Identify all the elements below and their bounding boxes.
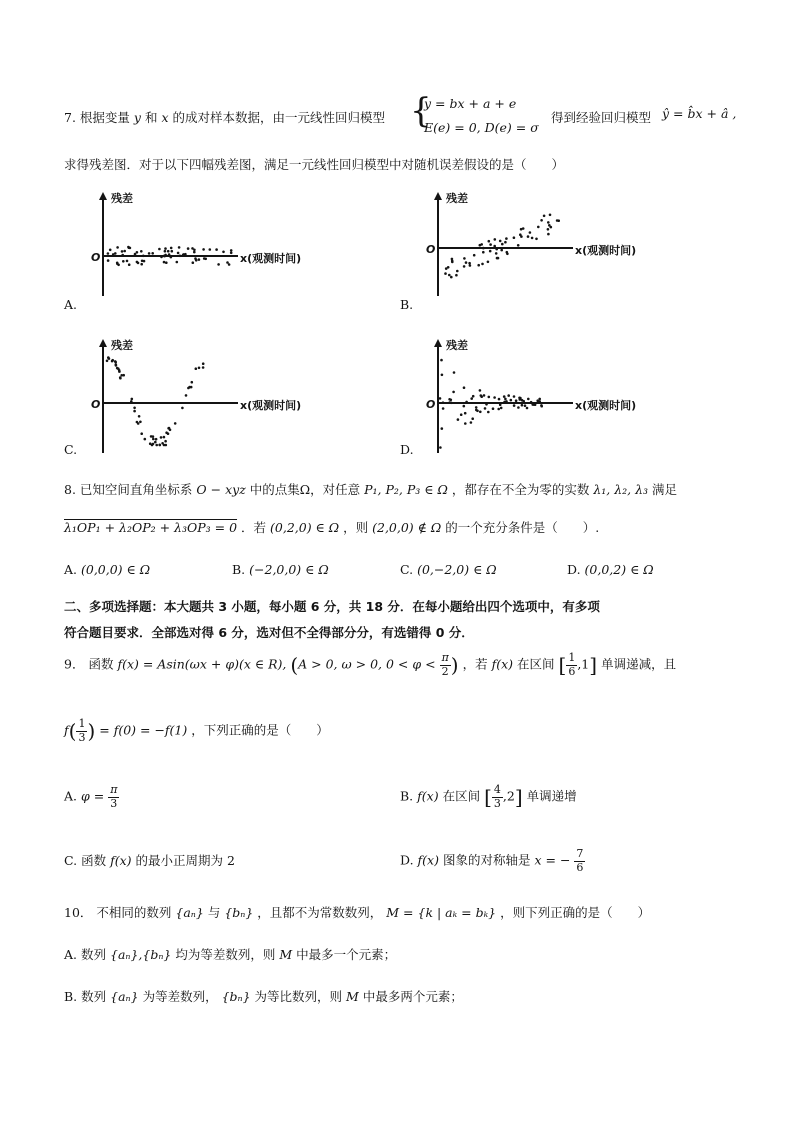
- plot-a-point: [193, 251, 196, 254]
- q9-line2: f( $\frac{1}{3}$ ) = f(0) = −f(1) ，下列正确的是（ ）: [64, 717, 329, 744]
- plot-d-point: [487, 411, 490, 414]
- plot-d-point: [483, 394, 486, 397]
- plot-a-point: [192, 261, 195, 264]
- plot-d-point: [464, 412, 467, 415]
- plot-d-point: [470, 397, 473, 400]
- plot-d-point: [453, 371, 456, 374]
- plot-b-point: [547, 233, 550, 236]
- plot-d-point: [480, 394, 483, 397]
- plot-d-point: [500, 407, 503, 410]
- plot-c-point: [106, 360, 109, 363]
- plot-d-point: [463, 386, 466, 389]
- plot-d-point: [519, 398, 522, 401]
- q7-option-b: B.: [400, 297, 414, 312]
- q7-line1: 7. 根据变量 y 和 x 的成对样本数据，由一元线性回归模型: [64, 110, 386, 125]
- section2-line2: 符合题目要求．全部选对得 6 分，选对但不全得部分分，有选错得 0 分．: [64, 625, 474, 640]
- plot-d-point: [493, 396, 496, 399]
- plot-b-point: [463, 265, 466, 268]
- plot-b-point: [469, 264, 472, 267]
- plot-b-point: [495, 252, 498, 255]
- plot-a-point: [222, 251, 225, 254]
- plot-c-point: [202, 366, 205, 369]
- plot-c-point: [137, 422, 140, 425]
- plot-b-point: [477, 264, 480, 267]
- plot-b-point: [522, 227, 525, 230]
- plot-d-point: [538, 400, 541, 403]
- plot-a-point: [141, 260, 144, 263]
- plot-b-point: [543, 215, 546, 218]
- plot-d-origin: O: [426, 398, 436, 411]
- q8-vector-equation: λ₁OP₁ + λ₂OP₂ + λ₃OP₃ = 0: [64, 520, 238, 535]
- plot-a-point: [226, 261, 229, 264]
- q7-empirical-model: ŷ = b̂x + â ,: [662, 106, 737, 121]
- plot-d-point: [527, 398, 530, 401]
- plot-b-point: [535, 238, 538, 241]
- plot-b-point: [468, 262, 471, 265]
- plot-b-point: [481, 263, 484, 266]
- q9-option-b: B. f(x) 在区间 [ $\frac{4}{3}$ ,2] 单调递增: [400, 783, 577, 810]
- residual-plot-b: [420, 188, 650, 298]
- plot-c-point: [133, 410, 136, 413]
- plot-d-point: [513, 404, 516, 407]
- plot-b-point: [527, 235, 530, 238]
- plot-d-point: [441, 374, 444, 377]
- plot-a-x-label: x(观测时间): [240, 252, 302, 265]
- plot-d-point: [440, 359, 443, 362]
- q8-line2: λ₁OP₁ + λ₂OP₂ + λ₃OP₃ = 0 ．若 (0,2,0) ∈ Ω ，则 (2,0,0) ∉ Ω 的一个充分条件是（ ）.: [64, 520, 600, 535]
- plot-a-point: [158, 248, 161, 251]
- plot-b-point: [493, 245, 496, 248]
- plot-b-point: [448, 274, 451, 277]
- q8-option-b: B. (−2,0,0) ∈ Ω: [232, 562, 329, 577]
- plot-c-point: [120, 374, 123, 377]
- q10-number: 10．: [64, 905, 93, 920]
- q9-line1: 9． 函数 f(x) = Asin(ωx + φ)(x ∈ R), (A > 0, ω > 0, 0 < φ < $\frac{\pi}{2}$ ) ，若 f(x) 在区间 [ $\frac{1}{6}$ ,1] 单调递减，且: [64, 651, 677, 678]
- q8-option-a: A. (0,0,0) ∈ Ω: [64, 562, 151, 577]
- plot-d-point: [524, 404, 527, 407]
- q10-line1: 10． 不相同的数列 {aₙ} 与 {bₙ} ，且都不为常数数列， M = {k | aₖ = bₖ} ，则下列正确的是（ ）: [64, 905, 651, 920]
- plot-b-point: [489, 243, 492, 246]
- plot-b-point: [547, 221, 550, 224]
- q7-model-line2: E(e) = 0, D(e) = σ: [424, 120, 539, 135]
- q8-option-c: C. (0,−2,0) ∈ Ω: [400, 562, 497, 577]
- q8-line1: 8. 已知空间直角坐标系 O − xyz 中的点集Ω，对任意 P₁, P₂, P₃ ∈ Ω ，都存在不全为零的实数 λ₁, λ₂, λ₃ 满足: [64, 482, 678, 497]
- plot-c-point: [191, 381, 194, 384]
- plot-d-point: [475, 409, 478, 412]
- plot-c-point: [149, 442, 152, 445]
- plot-a-point: [163, 261, 166, 264]
- plot-d-point: [442, 407, 445, 410]
- plot-d-point: [471, 417, 474, 420]
- plot-b-point: [537, 226, 540, 229]
- plot-d-point: [531, 403, 534, 406]
- plot-a-point: [198, 258, 201, 261]
- plot-d-point: [448, 398, 451, 401]
- plot-d-point: [448, 401, 451, 404]
- plot-d-point: [485, 403, 488, 406]
- plot-b-point: [549, 214, 552, 217]
- plot-c-point: [164, 440, 167, 443]
- q7-option-d: D.: [400, 442, 414, 457]
- plot-c-point: [139, 421, 142, 424]
- plot-d-point: [503, 395, 506, 398]
- plot-b-point: [497, 257, 500, 260]
- plot-b-point: [488, 240, 491, 243]
- plot-c-point: [152, 438, 155, 441]
- plot-d-point: [484, 407, 487, 410]
- plot-d-point: [517, 406, 520, 409]
- plot-a-point: [122, 260, 125, 263]
- plot-d-point: [472, 395, 475, 398]
- plot-b-point: [513, 236, 516, 239]
- plot-c-y-label: 残差: [111, 339, 133, 352]
- plot-b-point: [505, 237, 508, 240]
- plot-c-point: [155, 444, 158, 447]
- plot-c-point: [154, 441, 157, 444]
- plot-d-point: [504, 398, 507, 401]
- plot-c-point: [163, 436, 166, 439]
- q7-after: 得到经验回归模型: [551, 110, 652, 125]
- plot-b-point: [480, 243, 483, 246]
- plot-b-point: [463, 257, 466, 260]
- plot-b-point: [501, 243, 504, 246]
- plot-a-point: [209, 248, 212, 251]
- plot-b-point: [487, 261, 490, 264]
- q9-option-a: A. φ = $\frac{\pi}{3}$: [64, 783, 118, 810]
- plot-d-point: [460, 413, 463, 416]
- plot-a-point: [140, 250, 143, 253]
- plot-d-y-arrow: [434, 339, 442, 347]
- plot-a-point: [202, 248, 205, 251]
- plot-d-point: [499, 403, 502, 406]
- plot-d-point: [439, 446, 442, 449]
- plot-b-point: [494, 238, 497, 241]
- plot-d-point: [505, 400, 508, 403]
- plot-c-y-arrow: [99, 339, 107, 347]
- plot-d-point: [510, 399, 513, 402]
- plot-b-point: [531, 237, 534, 240]
- plot-d-point: [464, 422, 467, 425]
- plot-b-y-arrow: [434, 192, 442, 200]
- plot-d-point: [522, 400, 525, 403]
- plot-a-point: [182, 254, 185, 257]
- plot-c-point: [152, 435, 155, 438]
- plot-c-point: [140, 432, 143, 435]
- plot-b-point: [444, 272, 447, 275]
- q9-number: 9．: [64, 656, 85, 672]
- plot-a-origin: O: [91, 251, 101, 264]
- plot-a-point: [160, 256, 163, 259]
- plot-c-point: [111, 359, 114, 362]
- plot-b-x-label: x(观测时间): [575, 244, 637, 257]
- plot-d-point: [488, 396, 491, 399]
- plot-d-point: [507, 394, 510, 397]
- plot-a-y-arrow: [99, 192, 107, 200]
- plot-a-point: [187, 247, 190, 250]
- plot-c-point: [181, 407, 184, 410]
- q10-option-a: A. 数列 {aₙ},{bₙ} 均为等差数列，则 M 中最多一个元素；: [64, 947, 397, 962]
- plot-c-point: [190, 386, 193, 389]
- plot-a-point: [177, 252, 180, 255]
- plot-c-point: [115, 364, 118, 367]
- plot-d-y-label: 残差: [446, 339, 468, 352]
- plot-a-point: [164, 254, 167, 257]
- plot-d-point: [452, 391, 455, 394]
- plot-a-point: [170, 247, 173, 250]
- plot-d-point: [479, 411, 482, 414]
- plot-a-y-label: 残差: [111, 192, 133, 205]
- plot-a-point: [170, 256, 173, 259]
- plot-c-point: [131, 398, 134, 401]
- residual-plot-d: [420, 335, 650, 455]
- plot-a-point: [178, 246, 181, 249]
- q8-number: 8.: [64, 482, 76, 497]
- plot-c-x-label: x(观测时间): [240, 399, 302, 412]
- plot-a-point: [134, 253, 137, 256]
- plot-c-point: [144, 438, 147, 441]
- plot-b-point: [499, 240, 502, 243]
- plot-d-point: [439, 397, 442, 400]
- plot-a-point: [168, 253, 171, 256]
- q10-option-b: B. 数列 {aₙ} 为等差数列， {bₙ} 为等比数列，则 M 中最多两个元素；: [64, 989, 463, 1004]
- plot-c-point: [159, 444, 162, 447]
- plot-c-point: [187, 387, 190, 390]
- plot-c-point: [165, 431, 168, 434]
- plot-d-point: [530, 401, 533, 404]
- plot-a-point: [203, 257, 206, 260]
- plot-d-point: [479, 389, 482, 392]
- plot-a-point: [179, 255, 182, 258]
- plot-b-point: [451, 261, 454, 264]
- plot-d-point: [540, 405, 543, 408]
- plot-c-point: [107, 356, 110, 359]
- plot-c-point: [160, 436, 163, 439]
- plot-d-point: [538, 398, 541, 401]
- residual-plot-a: [85, 188, 315, 298]
- q9-option-c: C. 函数 f(x) 的最小正周期为 2: [64, 853, 235, 868]
- plot-a-point: [164, 250, 167, 253]
- plot-a-point: [107, 252, 110, 255]
- q8-option-d: D. (0,0,2) ∈ Ω: [567, 562, 654, 577]
- plot-a-point: [176, 261, 179, 264]
- plot-b-point: [519, 233, 522, 236]
- plot-b-point: [548, 224, 551, 227]
- q7-number: 7.: [64, 110, 76, 125]
- plot-b-point: [473, 254, 476, 257]
- plot-a-point: [230, 252, 233, 255]
- plot-a-point: [121, 250, 124, 253]
- plot-b-point: [456, 270, 459, 273]
- plot-d-point: [515, 399, 518, 402]
- plot-b-point: [540, 219, 543, 222]
- plot-d-point: [463, 405, 466, 408]
- plot-d-point: [534, 403, 537, 406]
- plot-c-point: [152, 443, 155, 446]
- plot-a-point: [171, 250, 174, 253]
- plot-c-point: [130, 400, 133, 403]
- plot-d-point: [498, 398, 501, 401]
- plot-c-point: [119, 376, 122, 379]
- plot-a-point: [136, 261, 139, 264]
- plot-a-point: [128, 263, 131, 266]
- plot-b-point: [517, 244, 520, 247]
- plot-b-y-label: 残差: [446, 192, 468, 205]
- plot-b-point: [465, 261, 468, 264]
- q7-model-line1: y = bx + a + e: [424, 96, 517, 111]
- plot-d-point: [521, 404, 524, 407]
- q7-option-a: A.: [64, 297, 78, 312]
- plot-b-point: [529, 231, 532, 234]
- plot-a-point: [136, 251, 139, 254]
- q7-option-c: C.: [64, 442, 78, 457]
- q9-option-d: D. f(x) 图象的对称轴是 x = − $\frac{7}{6}$: [400, 847, 584, 874]
- plot-a-point: [107, 259, 110, 262]
- plot-d-point: [497, 408, 500, 411]
- plot-b-point: [500, 249, 503, 252]
- residual-plot-c: [85, 335, 315, 455]
- plot-c-point: [174, 422, 177, 425]
- plot-b-point: [489, 250, 492, 253]
- q7-model-brace: {: [410, 91, 432, 131]
- plot-d-point: [475, 406, 478, 409]
- plot-c-point: [169, 429, 172, 432]
- plot-b-point: [506, 253, 509, 256]
- plot-d-point: [513, 395, 516, 398]
- plot-a-point: [114, 252, 117, 255]
- plot-b-point: [445, 267, 448, 270]
- plot-b-point: [482, 247, 485, 250]
- plot-d-x-label: x(观测时间): [575, 399, 637, 412]
- q7-line2: 求得残差图．对于以下四幅残差图，满足一元线性回归模型中对随机误差假设的是（ ）: [64, 157, 565, 172]
- plot-a-point: [123, 250, 126, 253]
- plot-a-point: [217, 263, 220, 266]
- plot-b-point: [556, 219, 559, 222]
- plot-c-point: [138, 415, 141, 418]
- plot-a-point: [165, 261, 168, 264]
- plot-c-point: [163, 444, 166, 447]
- plot-a-point: [117, 264, 120, 267]
- plot-b-point: [482, 251, 485, 254]
- plot-d-point: [526, 407, 529, 410]
- plot-d-point: [442, 401, 445, 404]
- plot-c-point: [116, 367, 119, 370]
- plot-a-point: [109, 249, 112, 252]
- plot-a-point: [142, 255, 145, 258]
- plot-a-point: [126, 260, 129, 263]
- plot-c-point: [195, 367, 198, 370]
- plot-d-point: [492, 407, 495, 410]
- plot-a-point: [167, 250, 170, 253]
- plot-a-point: [193, 249, 196, 252]
- plot-b-origin: O: [426, 243, 436, 256]
- plot-a-point: [215, 248, 218, 251]
- section2-line1: 二、多项选择题：本大题共 3 小题，每小题 6 分，共 18 分．在每小题给出四个选项中，有多项: [64, 599, 600, 614]
- plot-a-point: [140, 263, 143, 266]
- plot-d-point: [470, 421, 473, 424]
- plot-b-point: [450, 276, 453, 279]
- plot-c-point: [198, 367, 201, 370]
- plot-a-point: [151, 252, 154, 255]
- plot-b-point: [547, 228, 550, 231]
- plot-d-point: [441, 427, 444, 430]
- plot-c-point: [114, 360, 117, 363]
- plot-d-point: [465, 401, 468, 404]
- plot-c-point: [185, 394, 188, 397]
- plot-a-point: [164, 247, 167, 250]
- plot-c-point: [133, 407, 136, 410]
- plot-a-point: [127, 246, 130, 249]
- plot-a-point: [121, 254, 124, 257]
- plot-c-point: [155, 438, 158, 441]
- plot-a-point: [116, 246, 119, 249]
- plot-b-point: [504, 241, 507, 244]
- plot-b-point: [495, 248, 498, 251]
- plot-a-point: [148, 252, 151, 255]
- plot-b-point: [455, 274, 458, 277]
- plot-c-point: [202, 362, 205, 365]
- plot-c-origin: O: [91, 398, 101, 411]
- plot-a-point: [230, 249, 233, 252]
- plot-d-point: [457, 418, 460, 421]
- plot-a-point: [195, 259, 198, 262]
